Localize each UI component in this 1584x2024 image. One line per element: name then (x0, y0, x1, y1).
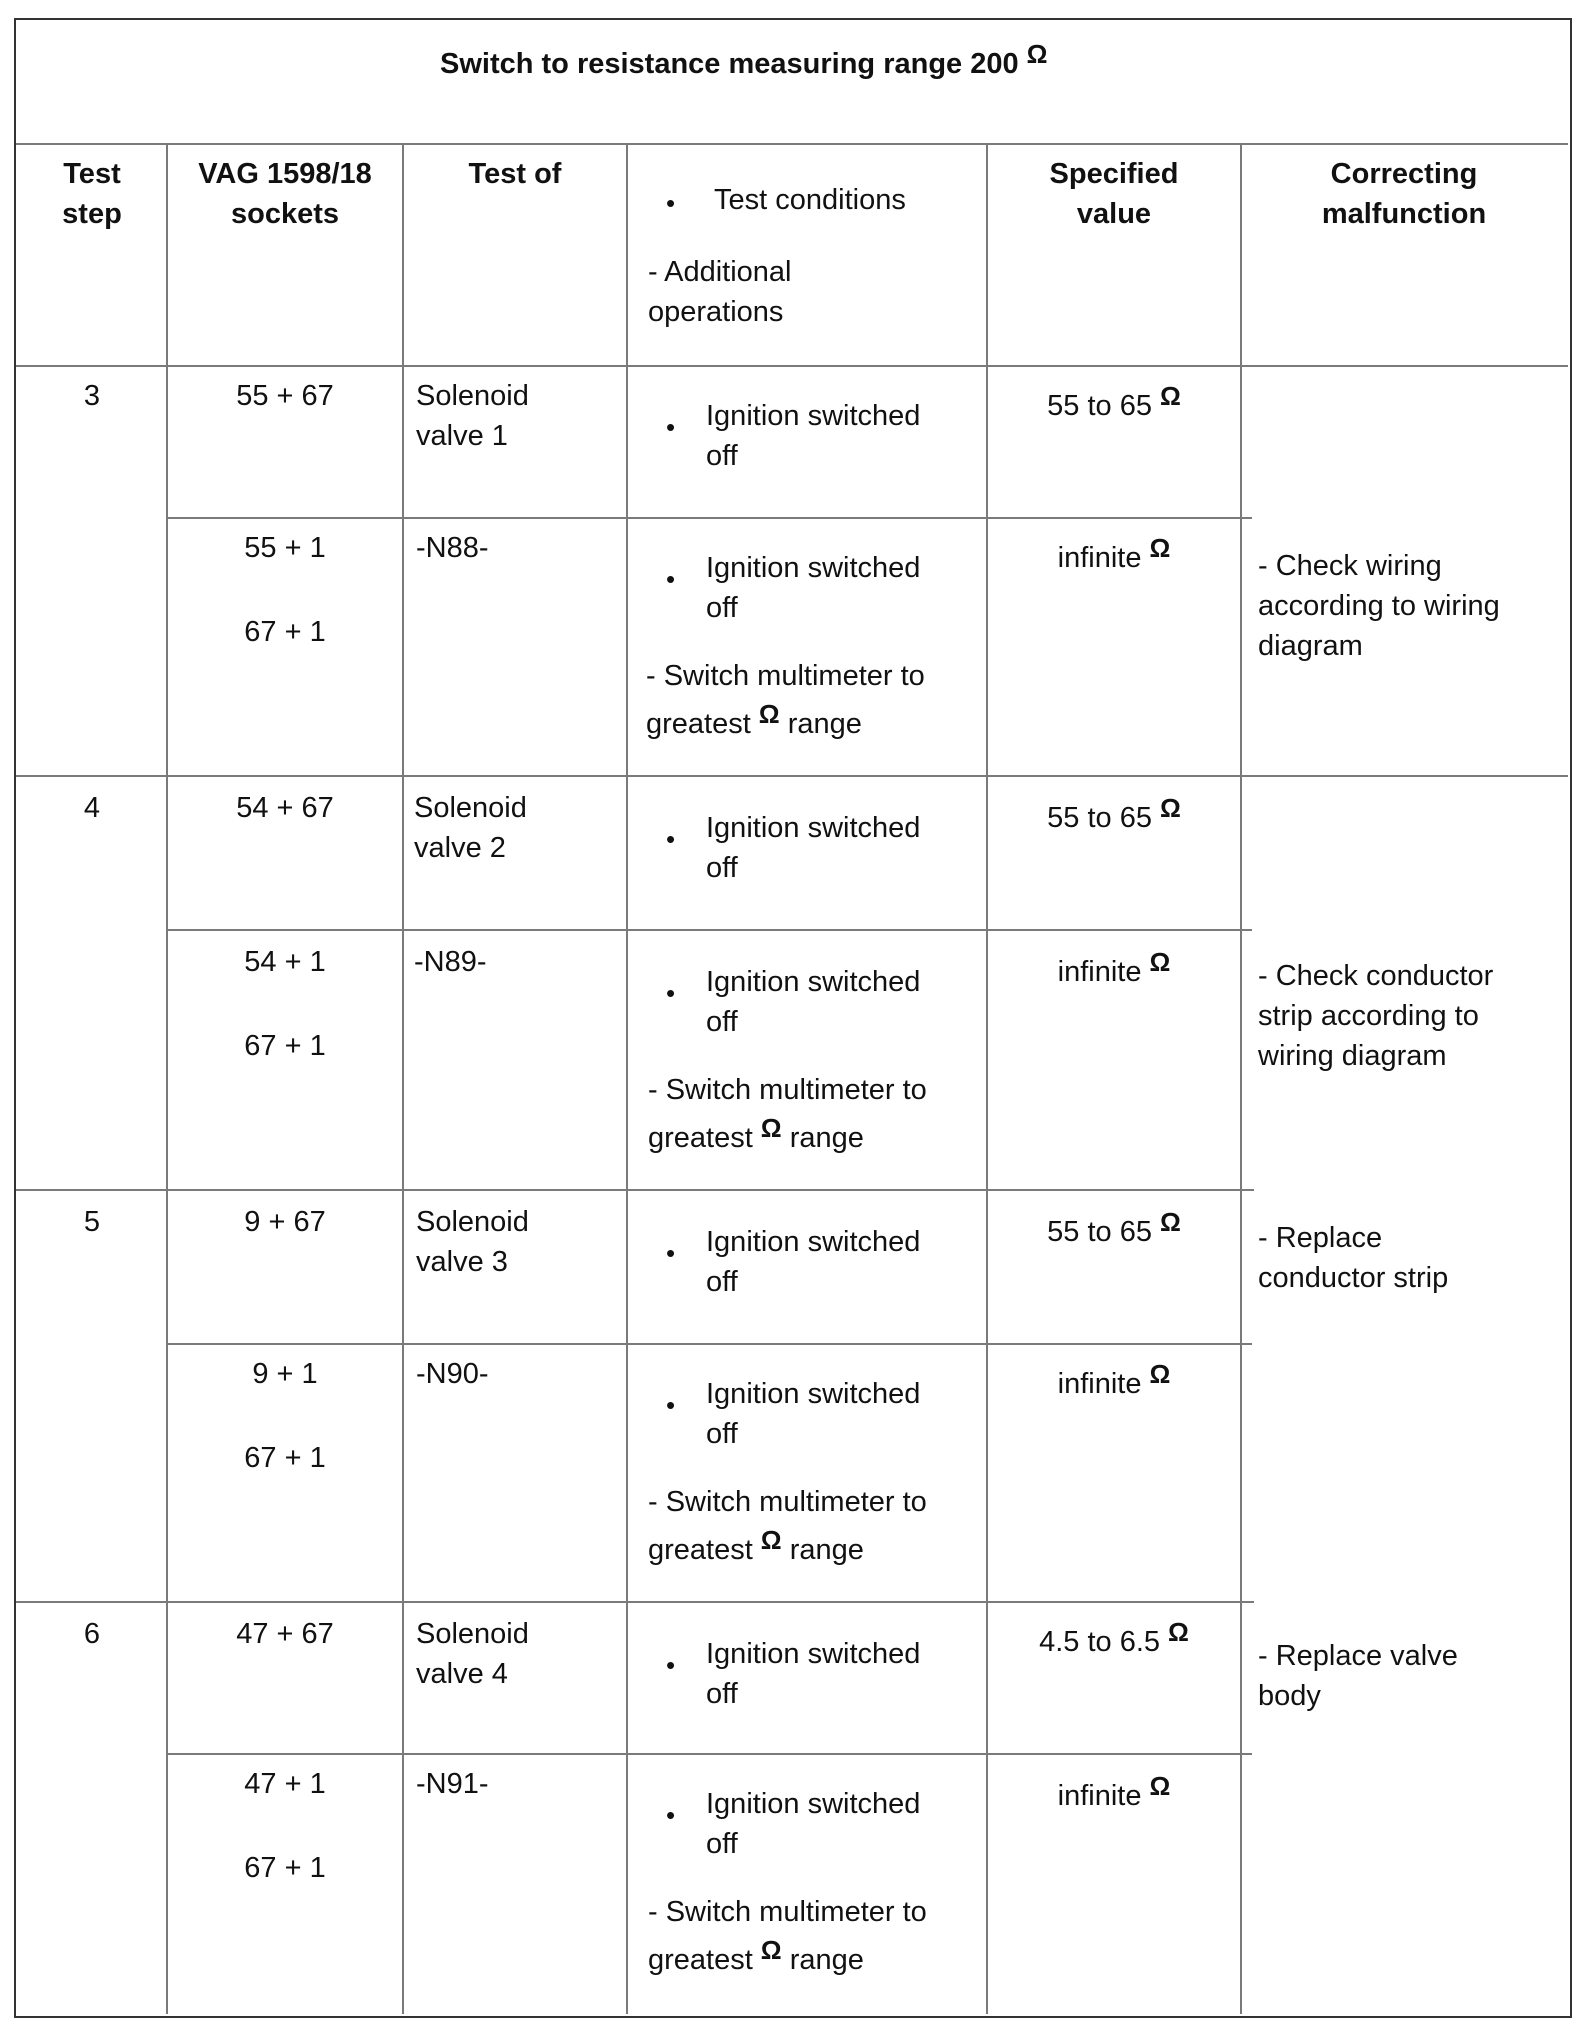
title-divider (16, 143, 1568, 145)
sub-divider-5 (166, 1343, 1252, 1345)
operation-text: greatest Ω range (648, 1113, 864, 1154)
test-of-name: Solenoid valve 1 (416, 380, 529, 452)
bullet-icon: • (666, 978, 676, 1008)
specified-value: 4.5 to 6.5 Ω (1039, 1617, 1189, 1658)
specified-value: infinite Ω (1057, 533, 1171, 574)
socket-pair: 47 + 67 (236, 1618, 334, 1650)
table-title (440, 39, 1048, 84)
operation-text: - Switch multimeter to (646, 660, 925, 692)
socket-pair: 54 + 1 (244, 946, 326, 978)
step4-divider (16, 1189, 1254, 1191)
correction-text: - Check conductor strip according to wiring diagram (1258, 960, 1494, 1072)
col-divider-1 (166, 144, 168, 2014)
col-divider-5 (1240, 144, 1242, 2014)
header-additional-operations: - Additional operations (648, 256, 792, 328)
socket-pair: 67 + 1 (244, 1030, 326, 1062)
component-code: -N89- (414, 946, 487, 978)
step-number: 3 (83, 380, 101, 412)
omega-symbol: Ω (1168, 1617, 1189, 1647)
step-number: 6 (83, 1618, 101, 1650)
header-sockets: VAG 1598/18 sockets (198, 158, 372, 230)
condition-text: Ignition switched off (706, 812, 921, 884)
specified-value: infinite Ω (1057, 1359, 1171, 1400)
omega-symbol: Ω (760, 1113, 782, 1143)
condition-text: Ignition switched off (706, 1788, 921, 1860)
sub-divider-6 (166, 1753, 1252, 1755)
operation-text: greatest Ω range (648, 1525, 864, 1566)
step3-divider (16, 775, 1568, 777)
specified-value: 55 to 65 Ω (1047, 381, 1181, 422)
sub-divider-4 (166, 929, 1252, 931)
specified-value: 55 to 65 Ω (1047, 793, 1181, 834)
condition-text: Ignition switched off (706, 1226, 921, 1298)
test-of-name: Solenoid valve 2 (414, 792, 527, 864)
test-of-name: Solenoid valve 4 (416, 1618, 529, 1690)
bullet-icon: • (666, 1238, 676, 1268)
socket-pair: 67 + 1 (244, 1442, 326, 1474)
operation-text: greatest Ω range (648, 1935, 864, 1976)
correction-text: - Replace conductor strip (1258, 1222, 1449, 1294)
bullet-icon: • (666, 1800, 676, 1830)
socket-pair: 67 + 1 (244, 1852, 326, 1884)
omega-symbol: Ω (1149, 1771, 1171, 1801)
bullet-icon: • (666, 412, 676, 442)
condition-text: Ignition switched off (706, 400, 921, 472)
component-code: -N91- (416, 1768, 489, 1800)
operation-text: greatest Ω range (646, 699, 862, 740)
specified-value: infinite Ω (1057, 947, 1171, 988)
omega-symbol: Ω (1159, 793, 1181, 823)
omega-symbol: Ω (1149, 533, 1171, 563)
omega-symbol: Ω (758, 699, 780, 729)
header-specified-value: Specified value (1049, 158, 1179, 230)
omega-symbol: Ω (1149, 947, 1171, 977)
header-test-of: Test of (468, 158, 562, 190)
omega-symbol: Ω (1159, 381, 1181, 411)
socket-pair: 55 + 1 (244, 532, 326, 564)
condition-text: Ignition switched off (706, 1638, 921, 1710)
operation-text: - Switch multimeter to (648, 1074, 927, 1106)
title-text: Switch to resistance measuring range 200 (440, 48, 1019, 80)
sub-divider-3 (166, 517, 1252, 519)
bullet-icon: • (666, 188, 676, 218)
socket-pair: 54 + 67 (236, 792, 334, 824)
socket-pair: 9 + 67 (244, 1206, 326, 1238)
header-test-conditions: Test conditions (714, 184, 906, 216)
condition-text: Ignition switched off (706, 1378, 921, 1450)
omega-symbol: Ω (760, 1935, 782, 1965)
socket-pair: 67 + 1 (244, 616, 326, 648)
socket-pair: 9 + 1 (252, 1358, 318, 1390)
correction-text: - Check wiring according to wiring diagram (1258, 550, 1500, 662)
step-number: 4 (83, 792, 101, 824)
omega-symbol: Ω (1026, 39, 1048, 69)
omega-symbol: Ω (760, 1525, 782, 1555)
header-correcting-malfunction: Correcting malfunction (1321, 158, 1487, 230)
condition-text: Ignition switched off (706, 966, 921, 1038)
component-code: -N88- (416, 532, 489, 564)
correction-text: - Replace valve body (1258, 1640, 1458, 1712)
bullet-icon: • (666, 1650, 676, 1680)
header-divider (16, 365, 1568, 367)
operation-text: - Switch multimeter to (648, 1486, 927, 1518)
test-of-name: Solenoid valve 3 (416, 1206, 529, 1278)
omega-symbol: Ω (1149, 1359, 1171, 1389)
header-test-step: Test step (62, 158, 122, 230)
condition-text: Ignition switched off (706, 552, 921, 624)
operation-text: - Switch multimeter to (648, 1896, 927, 1928)
omega-symbol: Ω (1159, 1207, 1181, 1237)
bullet-icon: • (666, 1390, 676, 1420)
socket-pair: 55 + 67 (236, 380, 334, 412)
specified-value: infinite Ω (1057, 1771, 1171, 1812)
bullet-icon: • (666, 564, 676, 594)
bullet-icon: • (666, 824, 676, 854)
step-number: 5 (83, 1206, 101, 1238)
step5-divider (16, 1601, 1254, 1603)
socket-pair: 47 + 1 (244, 1768, 326, 1800)
col-divider-2 (402, 144, 404, 2014)
specified-value: 55 to 65 Ω (1047, 1207, 1181, 1248)
col-divider-3 (626, 144, 628, 2014)
component-code: -N90- (416, 1358, 489, 1390)
